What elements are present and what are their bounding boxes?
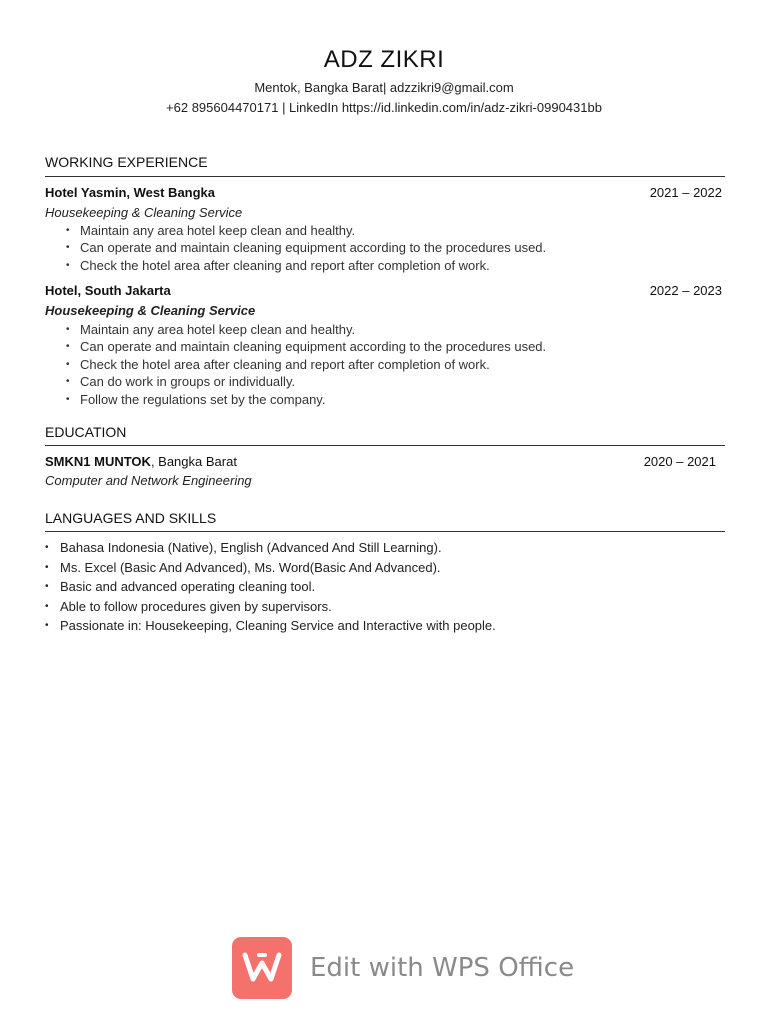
list-item: • Check the hotel area after cleaning and report after completion of work. [66,356,546,373]
contact-line-phone-linkedin: +62 895604470171 | LinkedIn https://id.linkedin.com/in/adz-zikri-0990431bb [166,100,602,115]
section-divider [45,445,725,446]
section-title-education: EDUCATION [45,424,127,440]
list-item: • Passionate in: Housekeeping, Cleaning Service and Interactive with people. [45,616,496,636]
list-item: • Basic and advanced operating cleaning tool. [45,577,496,597]
job-duties-list [66,222,546,274]
candidate-name: ADZ ZIKRI [323,46,445,73]
job-role: Housekeeping & Cleaning Service [45,205,243,220]
section-divider [45,531,725,532]
job-dates: 2021 – 2022 [649,185,722,200]
list-item: • Maintain any area hotel keep clean and healthy. [66,321,546,338]
education-school: SMKN1 MUNTOK, Bangka Barat [45,454,237,469]
wps-logo-icon [232,937,292,999]
list-item: • Follow the regulations set by the company. [66,391,546,408]
list-item: • Maintain any area hotel keep clean and healthy. [66,222,546,239]
wps-edit-text: Edit with WPS Office [310,953,575,983]
list-item: • Bahasa Indonesia (Native), English (Advanced And Still Learning). [45,538,496,558]
job-dates: 2022 – 2023 [649,283,722,298]
job-employer: Hotel, South Jakarta [45,283,171,298]
list-item: • Check the hotel area after cleaning and report after completion of work. [66,257,546,274]
job-employer: Hotel Yasmin, West Bangka [45,185,216,200]
list-item: • Can operate and maintain cleaning equipment according to the procedures used. [66,338,546,355]
section-title-experience: WORKING EXPERIENCE [45,154,208,170]
list-item: • Can operate and maintain cleaning equipment according to the procedures used. [66,239,546,256]
job-duties-list [66,321,546,408]
job-role: Housekeeping & Cleaning Service [45,303,256,318]
list-item: • Ms. Excel (Basic And Advanced), Ms. Word(Basic And Advanced). [45,558,496,578]
education-dates: 2020 – 2021 [643,454,716,469]
list-item: • Able to follow procedures given by supervisors. [45,597,496,617]
wps-edit-banner[interactable] [232,936,574,1000]
list-item: • Can do work in groups or individually. [66,373,546,390]
section-divider [45,176,725,177]
section-title-skills: LANGUAGES AND SKILLS [45,510,217,526]
education-program: Computer and Network Engineering [45,473,252,488]
skills-list [45,538,496,636]
contact-line-address-email: Mentok, Bangka Barat| adzzikri9@gmail.com [254,80,514,95]
